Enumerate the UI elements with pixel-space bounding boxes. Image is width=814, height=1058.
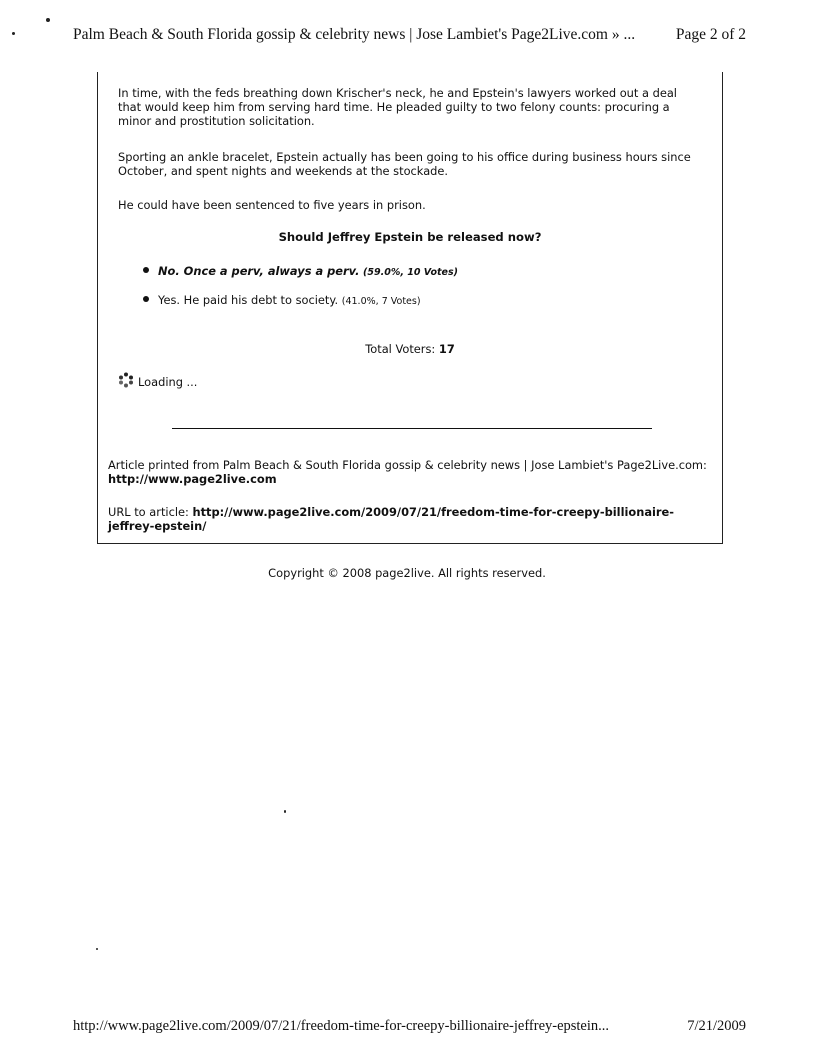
loading-text: Loading ... [138, 375, 198, 389]
print-footer-date: 7/21/2009 [687, 1018, 746, 1034]
article-url-link[interactable]: http://www.page2live.com/2009/07/21/freedom-time-for-creepy-billionaire-jeffrey-epstein/ [108, 505, 674, 533]
print-footer-url: http://www.page2live.com/2009/07/21/freedom-time-for-creepy-billionaire-jeffrey-epstein... [73, 1018, 610, 1034]
copyright-notice: Copyright © 2008 page2live. All rights reserved. [268, 566, 546, 580]
article-paragraph: Sporting an ankle bracelet, Epstein actually has been going to his office during business hours since October, and spent nights and weekends at the stockade. [118, 150, 691, 178]
scan-speck [284, 810, 286, 813]
article-paragraph: In time, with the feds breathing down Krischer's neck, he and Epstein's lawyers worked out a deal that would keep him from serving hard time. He pleaded guilty to two felony counts: procuring a minor and prostitution solicitation. [118, 86, 677, 128]
site-url-link[interactable]: http://www.page2live.com [108, 472, 277, 486]
poll-total-value: 17 [438, 342, 455, 356]
scan-speck [46, 18, 50, 22]
poll-question: Should Jeffrey Epstein be released now? [278, 230, 542, 244]
bullet-icon [143, 296, 149, 302]
print-header-title: Palm Beach & South Florida gossip & celebrity news | Jose Lambiet's Page2Live.com » ... [73, 26, 636, 43]
article-url-label: URL to article: [108, 505, 189, 519]
poll-option-label: No. Once a perv, always a perv. [158, 264, 360, 278]
loading-spinner-icon [118, 372, 134, 388]
printed-from-label: Article printed from Palm Beach & South Florida gossip & celebrity news | Jose Lambiet's Page2Live.com: [108, 458, 707, 472]
poll-total-label: Total Voters: [365, 342, 436, 356]
printed-from-note [108, 458, 708, 486]
poll-option-label: Yes. He paid his debt to society. [158, 293, 339, 307]
scan-speck [12, 32, 15, 35]
poll-total-voters [98, 342, 722, 356]
print-header-page-number: Page 2 of 2 [675, 26, 746, 43]
article-url-note [108, 505, 708, 533]
scan-speck [96, 948, 98, 950]
poll-option[interactable] [143, 264, 458, 280]
loading-indicator [118, 372, 197, 390]
article-paragraph: He could have been sentenced to five years in prison. [118, 198, 426, 212]
poll-option[interactable] [143, 293, 421, 309]
divider [172, 428, 652, 429]
poll-option-result: (59.0%, 10 Votes) [363, 267, 458, 278]
article-frame [97, 72, 723, 544]
poll-option-result: (41.0%, 7 Votes) [341, 296, 421, 307]
bullet-icon [143, 267, 149, 273]
